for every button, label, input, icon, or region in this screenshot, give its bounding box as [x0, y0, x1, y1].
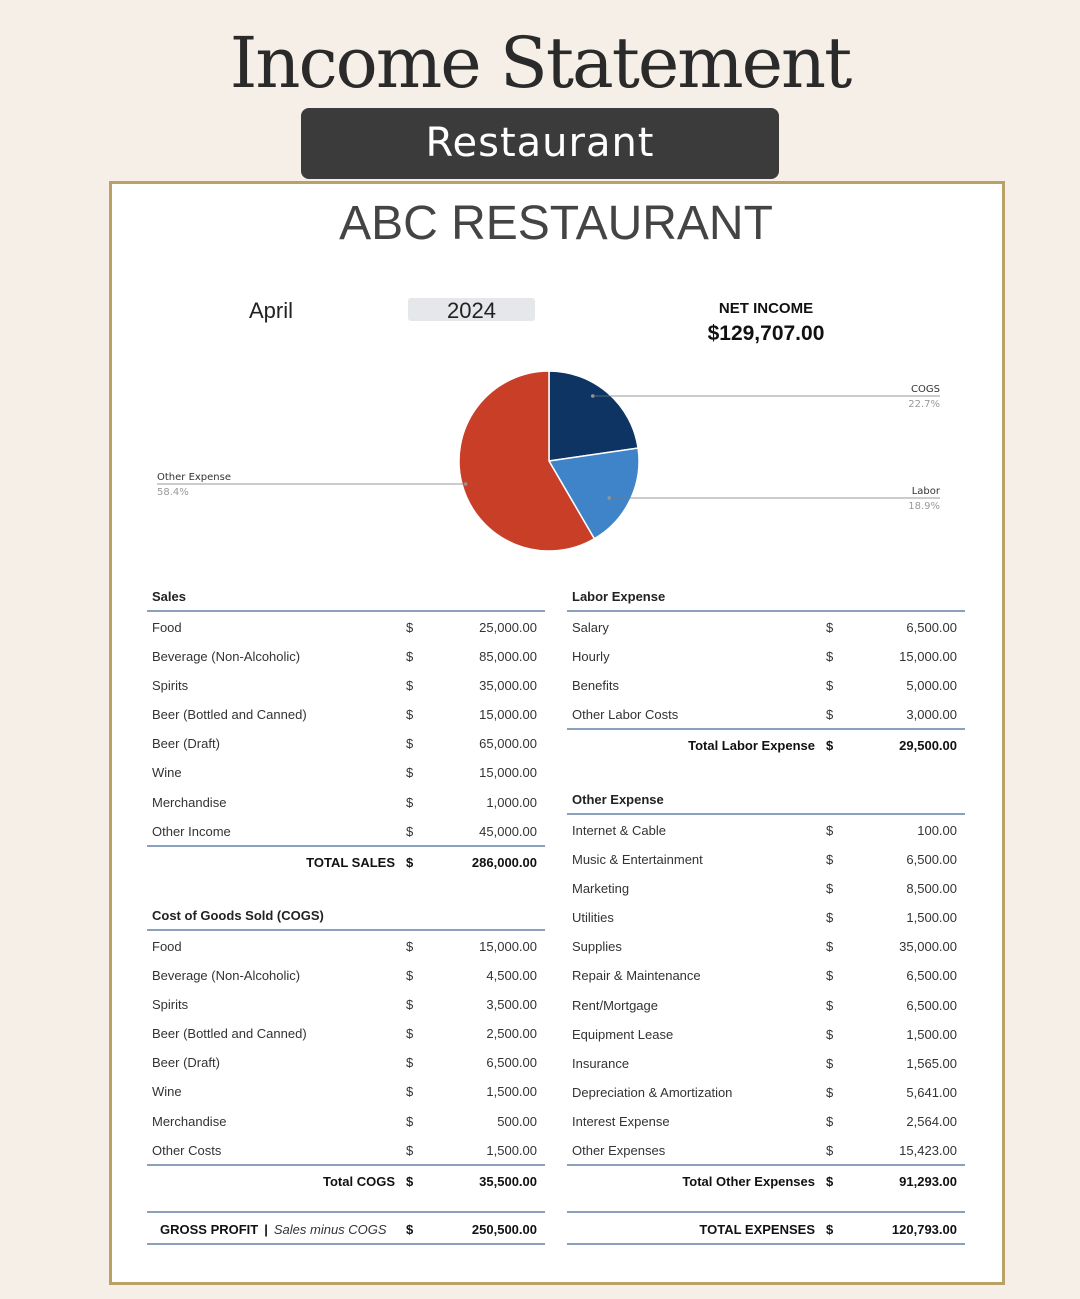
line-item-amount: 3,500.00 [486, 997, 537, 1013]
line-item-amount: 15,000.00 [479, 707, 537, 723]
line-item-row [567, 1135, 965, 1164]
line-item-row [147, 641, 545, 670]
total-expenses-label: TOTAL EXPENSES [699, 1222, 815, 1237]
line-item-amount: 35,000.00 [899, 939, 957, 955]
page-title: Income Statement [229, 22, 851, 104]
currency-symbol: $ [406, 707, 414, 723]
gross-profit-label: GROSS PROFIT [160, 1222, 259, 1237]
line-item-row [147, 670, 545, 699]
line-item-label: Food [152, 620, 182, 635]
line-item-label: Hourly [572, 649, 610, 665]
line-item-label: Wine [152, 765, 182, 781]
currency-symbol: $ [406, 1026, 414, 1042]
line-item-amount: 100.00 [917, 823, 957, 838]
line-item-label: Food [152, 939, 182, 954]
currency-symbol: $ [406, 1084, 414, 1100]
currency-symbol: $ [406, 1222, 414, 1237]
line-item-row [567, 641, 965, 670]
line-item-row [567, 873, 965, 902]
currency-symbol: $ [826, 852, 834, 868]
currency-symbol: $ [406, 968, 414, 984]
line-item-amount: 15,423.00 [899, 1143, 957, 1159]
pie-percent-label: 18.9% [908, 501, 940, 512]
company-name: ABC RESTAURANT [339, 197, 773, 250]
line-item-amount: 15,000.00 [479, 939, 537, 954]
currency-symbol: $ [826, 968, 834, 984]
currency-symbol: $ [826, 1055, 834, 1071]
line-item-row [147, 989, 545, 1018]
line-item-row [567, 670, 965, 699]
total-amount: 29,500.00 [899, 738, 957, 754]
month-label: April [249, 298, 294, 323]
currency-symbol: $ [826, 881, 834, 897]
currency-symbol: $ [406, 997, 414, 1013]
total-expenses-amount: 120,793.00 [891, 1222, 957, 1237]
line-item-label: Interest Expense [572, 1113, 670, 1129]
line-item-label: Depreciation & Amortization [572, 1084, 733, 1100]
currency-symbol: $ [406, 854, 414, 870]
line-item-label: Utilities [572, 910, 614, 926]
currency-symbol: $ [826, 1084, 834, 1100]
pie-slice-cogs [549, 371, 638, 461]
currency-symbol: $ [826, 1026, 834, 1042]
pie-percent-label: 22.7% [908, 399, 940, 410]
line-item-row [147, 699, 545, 728]
currency-symbol: $ [826, 620, 834, 635]
line-item-amount: 4,500.00 [486, 968, 537, 984]
line-item-amount: 35,000.00 [479, 678, 537, 694]
line-item-row [147, 1076, 545, 1105]
line-item-label: Beverage (Non-Alcoholic) [152, 649, 301, 665]
line-item-amount: 6,500.00 [906, 968, 957, 984]
currency-symbol: $ [406, 794, 414, 810]
line-item-label: Equipment Lease [572, 1026, 674, 1042]
expense-pie-chart [140, 360, 960, 560]
gross-profit-amount: 250,500.00 [471, 1222, 537, 1237]
line-item-amount: 2,500.00 [486, 1026, 537, 1042]
line-item-amount: 85,000.00 [479, 649, 537, 665]
line-item-row [567, 612, 965, 641]
line-item-label: Wine [152, 1084, 182, 1100]
pie-label: Labor [911, 486, 940, 497]
line-item-row [147, 816, 545, 845]
line-item-row [147, 728, 545, 757]
currency-symbol: $ [406, 939, 414, 954]
line-item-row [147, 1018, 545, 1047]
currency-symbol: $ [826, 1113, 834, 1129]
line-item-amount: 25,000.00 [479, 620, 537, 635]
line-item-row [567, 699, 965, 728]
line-item-row [147, 931, 545, 960]
line-item-label: Merchandise [152, 794, 227, 810]
line-item-label: Beverage (Non-Alcoholic) [152, 968, 301, 984]
line-item-amount: 45,000.00 [479, 823, 537, 839]
line-item-label: Other Income [152, 823, 231, 839]
line-item-label: Beer (Draft) [152, 1055, 220, 1071]
section-heading: Cost of Goods Sold (COGS) [147, 901, 545, 931]
line-item-label: Beer (Draft) [152, 736, 220, 752]
net-income-value: $129,707.00 [707, 322, 825, 345]
line-item-amount: 5,641.00 [906, 1084, 957, 1100]
line-item-label: Benefits [572, 678, 619, 694]
other-expense-section [567, 785, 965, 1193]
currency-symbol: $ [406, 620, 414, 635]
line-item-row [567, 1106, 965, 1135]
total-row [567, 728, 965, 757]
line-item-row [567, 815, 965, 844]
line-item-label: Other Costs [152, 1142, 222, 1158]
gross-profit-note: Sales minus COGS [273, 1222, 387, 1237]
currency-symbol: $ [826, 738, 834, 754]
pie-label: COGS [911, 384, 940, 395]
total-amount: 35,500.00 [479, 1173, 537, 1189]
line-item-amount: 1,000.00 [486, 794, 537, 810]
total-amount: 286,000.00 [471, 854, 537, 870]
line-item-label: Other Expenses [572, 1143, 666, 1159]
line-item-amount: 65,000.00 [479, 736, 537, 752]
pie-percent-label: 58.4% [157, 487, 189, 498]
cogs-section [147, 901, 545, 1193]
line-item-row [147, 960, 545, 989]
line-item-row [567, 990, 965, 1019]
line-item-amount: 1,500.00 [486, 1142, 537, 1158]
line-item-row [567, 1019, 965, 1048]
currency-symbol: $ [406, 765, 414, 781]
total-row [147, 1164, 545, 1193]
line-item-amount: 1,500.00 [906, 1026, 957, 1042]
currency-symbol: $ [406, 678, 414, 694]
total-label: Total Labor Expense [688, 738, 815, 754]
total-expenses-row [567, 1211, 965, 1245]
currency-symbol: $ [406, 649, 414, 665]
pie-label: Other Expense [157, 472, 232, 483]
labor-section [567, 582, 965, 757]
line-item-label: Spirits [152, 997, 189, 1013]
line-item-label: Beer (Bottled and Canned) [152, 707, 307, 723]
net-income-label: NET INCOME [718, 300, 814, 317]
line-item-amount: 3,000.00 [906, 707, 957, 723]
total-amount: 91,293.00 [899, 1174, 957, 1190]
line-item-row [147, 612, 545, 641]
line-item-amount: 6,500.00 [486, 1055, 537, 1071]
line-item-amount: 8,500.00 [906, 881, 957, 897]
currency-symbol: $ [406, 1173, 414, 1189]
line-item-row [567, 844, 965, 873]
line-item-amount: 1,500.00 [486, 1084, 537, 1100]
line-item-label: Insurance [572, 1055, 630, 1071]
currency-symbol: $ [406, 1113, 414, 1129]
total-label: TOTAL SALES [306, 854, 395, 870]
total-label: Total COGS [323, 1173, 395, 1189]
currency-symbol: $ [406, 736, 414, 752]
line-item-amount: 1,500.00 [906, 910, 957, 926]
currency-symbol: $ [406, 1055, 414, 1071]
line-item-amount: 500.00 [497, 1113, 537, 1129]
currency-symbol: $ [826, 910, 834, 926]
currency-symbol: $ [406, 823, 414, 839]
currency-symbol: $ [826, 649, 834, 665]
separator: | [264, 1222, 268, 1237]
line-item-amount: 6,500.00 [906, 997, 957, 1013]
line-item-amount: 5,000.00 [906, 678, 957, 694]
line-item-label: Internet & Cable [572, 823, 666, 838]
line-item-amount: 6,500.00 [906, 852, 957, 868]
line-item-row [147, 757, 545, 786]
currency-symbol: $ [826, 707, 834, 723]
line-item-row [567, 960, 965, 989]
line-item-label: Salary [572, 620, 609, 635]
total-label: Total Other Expenses [682, 1174, 815, 1190]
total-row [147, 845, 545, 874]
line-item-label: Music & Entertainment [572, 852, 703, 868]
line-item-amount: 2,564.00 [906, 1113, 957, 1129]
currency-symbol: $ [826, 1222, 834, 1237]
line-item-label: Other Labor Costs [572, 707, 679, 723]
line-item-label: Merchandise [152, 1113, 227, 1129]
line-item-row [567, 1077, 965, 1106]
line-item-row [567, 1048, 965, 1077]
currency-symbol: $ [826, 1143, 834, 1159]
currency-symbol: $ [826, 1174, 834, 1190]
currency-symbol: $ [406, 1142, 414, 1158]
currency-symbol: $ [826, 939, 834, 955]
total-row [567, 1164, 965, 1193]
year-field[interactable]: 2024 [408, 298, 535, 321]
section-heading: Sales [147, 582, 545, 612]
line-item-row [147, 1106, 545, 1135]
line-item-row [147, 787, 545, 816]
line-item-row [567, 931, 965, 960]
line-item-amount: 15,000.00 [899, 649, 957, 665]
line-item-amount: 1,565.00 [906, 1055, 957, 1071]
line-item-label: Spirits [152, 678, 189, 694]
sales-section [147, 582, 545, 874]
section-heading: Labor Expense [567, 582, 965, 612]
line-item-label: Repair & Maintenance [572, 968, 701, 984]
currency-symbol: $ [826, 823, 834, 838]
currency-symbol: $ [826, 997, 834, 1013]
line-item-label: Beer (Bottled and Canned) [152, 1026, 307, 1042]
section-heading: Other Expense [567, 785, 965, 815]
line-item-label: Rent/Mortgage [572, 997, 658, 1013]
currency-symbol: $ [826, 678, 834, 694]
gross-profit-row [147, 1211, 545, 1245]
line-item-amount: 15,000.00 [479, 765, 537, 781]
line-item-amount: 6,500.00 [906, 620, 957, 635]
line-item-row [147, 1135, 545, 1164]
subtitle-banner: Restaurant [301, 108, 779, 179]
line-item-row [147, 1047, 545, 1076]
line-item-label: Marketing [572, 881, 630, 897]
line-item-label: Supplies [572, 939, 622, 955]
line-item-row [567, 902, 965, 931]
